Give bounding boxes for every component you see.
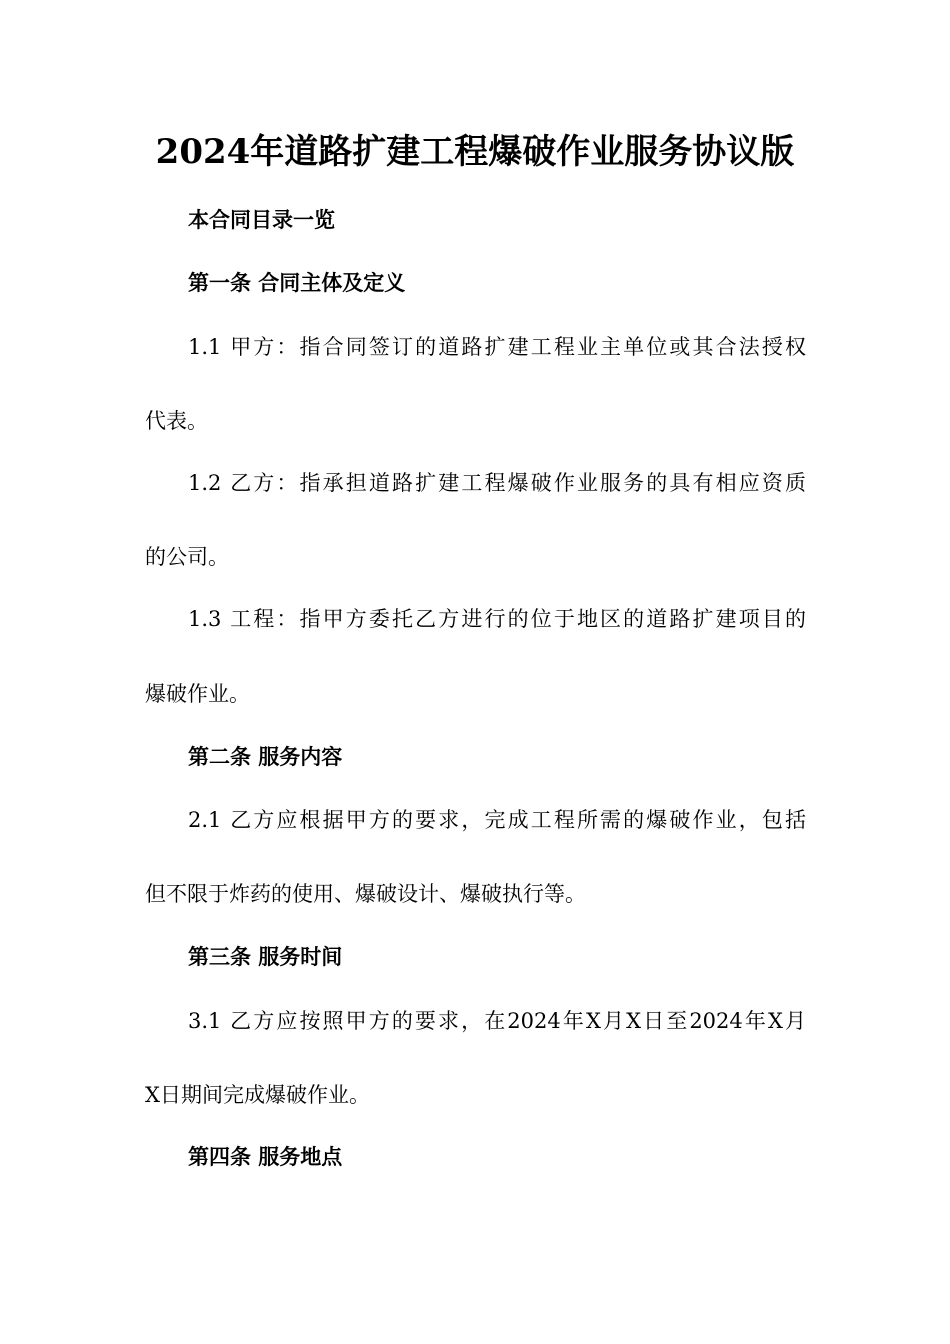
clause-3-1-line-2: X日期间完成爆破作业。 bbox=[145, 1083, 370, 1107]
clause-1-3-line-1: 1.3 工程：指甲方委托乙方进行的位于地区的道路扩建项目的 bbox=[188, 607, 806, 631]
document-title: 2024年道路扩建工程爆破作业服务协议版 bbox=[155, 132, 795, 172]
clause-3-1-line-1: 3.1 乙方应按照甲方的要求，在2024年X月X日至2024年X月 bbox=[188, 1009, 806, 1033]
clause-1-1-line-1: 1.1 甲方：指合同签订的道路扩建工程业主单位或其合法授权 bbox=[188, 335, 806, 359]
clause-2-1-line-2: 但不限于炸药的使用、爆破设计、爆破执行等。 bbox=[145, 882, 586, 906]
clause-1-3-line-2: 爆破作业。 bbox=[145, 682, 250, 706]
article-1-heading: 第一条 合同主体及定义 bbox=[188, 270, 406, 295]
article-3-heading: 第三条 服务时间 bbox=[188, 944, 343, 969]
clause-2-1-line-1: 2.1 乙方应根据甲方的要求，完成工程所需的爆破作业，包括 bbox=[188, 808, 806, 832]
clause-1-2-line-1: 1.2 乙方：指承担道路扩建工程爆破作业服务的具有相应资质 bbox=[188, 471, 806, 495]
clause-1-1-line-2: 代表。 bbox=[145, 409, 208, 433]
clause-1-2-line-2: 的公司。 bbox=[145, 545, 229, 569]
article-2-heading: 第二条 服务内容 bbox=[188, 744, 343, 769]
toc-heading: 本合同目录一览 bbox=[188, 207, 335, 232]
article-4-heading: 第四条 服务地点 bbox=[188, 1144, 343, 1169]
